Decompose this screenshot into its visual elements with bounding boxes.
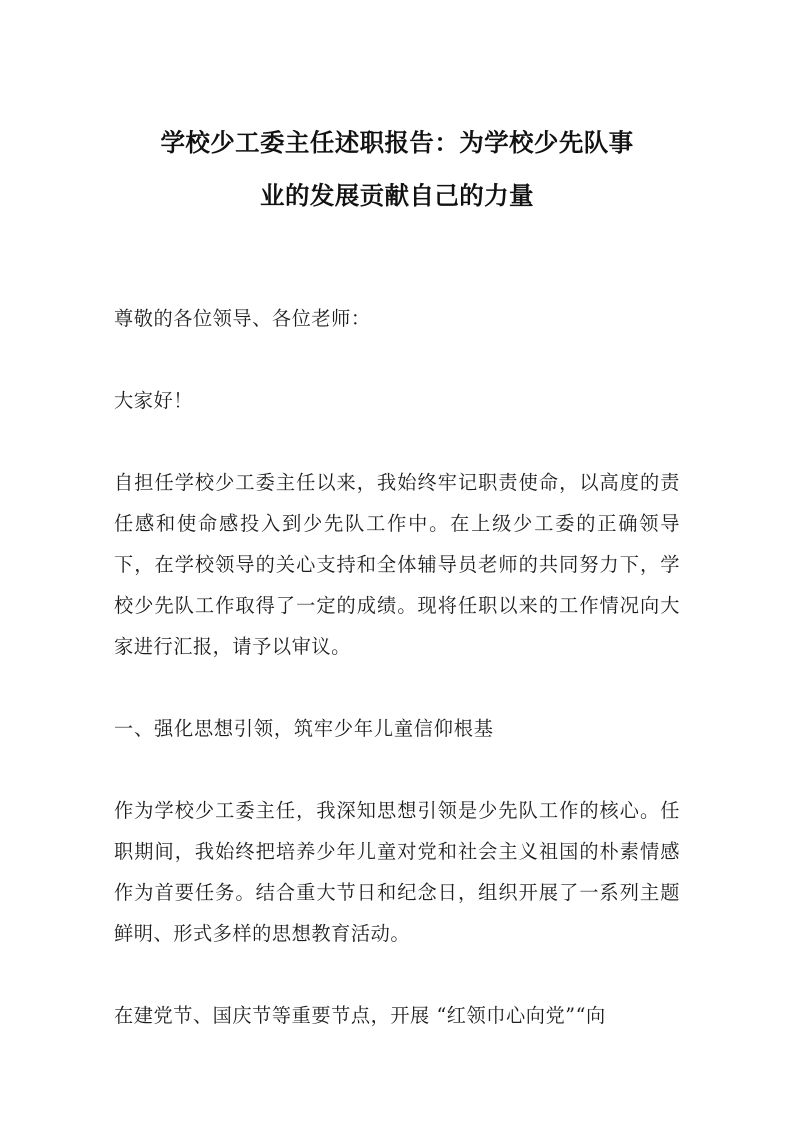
paragraph-greeting: 大家好！: [114, 389, 193, 412]
document-body: [114, 112, 680, 1036]
section-heading-one: 一、强化思想引领，筑牢少年儿童信仰根基: [114, 717, 494, 740]
paragraph-section-one-body-2: 在建党节、国庆节等重要节点，开展 “红领巾心向党”“向: [114, 1004, 606, 1027]
paragraph-intro: 自担任学校少工委主任以来，我始终牢记职责使命，以高度的责任感和使命感投入到少先队工作中。在上级少工委的正确领导下，在学校领导的关心支持和全体辅导员老师的共同努力下，学校少先队工作取得了一定的成绩。现将任职以来的工作情况向大家进行汇报，请予以审议。: [114, 471, 680, 658]
page-title-line-2: 业的发展贡献自己的力量: [260, 181, 534, 210]
page-title: [114, 112, 680, 222]
page-title-line-1: 学校少工委主任述职报告：为学校少先队事: [160, 128, 634, 157]
paragraph-section-one-body-1: 作为学校少工委主任，我深知思想引领是少先队工作的核心。任职期间，我始终把培养少年儿童对党和社会主义祖国的朴素情感作为首要任务。结合重大节日和纪念日，组织开展了一系列主题鲜明、形式多样的思想教育活动。: [114, 799, 680, 945]
title-spacer: [114, 222, 680, 298]
paragraph-salutation: 尊敬的各位领导、各位老师：: [114, 307, 371, 330]
